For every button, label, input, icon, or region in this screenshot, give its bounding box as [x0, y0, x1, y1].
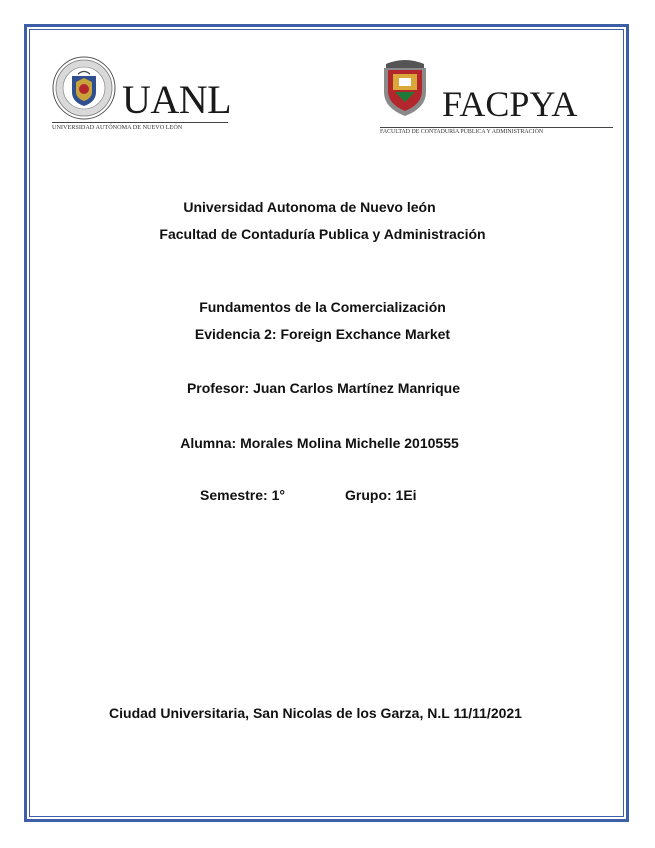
uanl-caption: UNIVERSIDAD AUTÓNOMA DE NUEVO LEÓN — [52, 124, 183, 131]
course-title: Fundamentos de la Comercialización — [199, 299, 446, 315]
uanl-logo — [52, 56, 232, 136]
facpya-logo — [380, 58, 620, 142]
group-label: Grupo: 1Ei — [345, 487, 417, 503]
professor-line: Profesor: Juan Carlos Martínez Manrique — [186, 380, 461, 396]
student-line: Alumna: Morales Molina Michelle 2010555 — [180, 435, 459, 451]
uanl-divider — [52, 122, 228, 123]
semester-label: Semestre: 1° — [200, 487, 285, 503]
uanl-seal-icon — [52, 56, 116, 120]
university-name: Universidad Autonoma de Nuevo león — [183, 199, 436, 215]
assignment-title: Evidencia 2: Foreign Exchance Market — [194, 326, 451, 342]
facpya-divider — [380, 127, 613, 128]
place-date-line: Ciudad Universitaria, San Nicolas de los Garza, N.L 11/11/2021 — [109, 705, 522, 721]
semester-group-row — [0, 487, 655, 505]
faculty-name: Facultad de Contaduría Publica y Administración — [159, 226, 486, 242]
uanl-wordmark: UANL — [122, 77, 232, 122]
facpya-seal-icon — [380, 58, 430, 118]
facpya-caption: FACULTAD DE CONTADURÍA PÚBLICA Y ADMINISTRACIÓN — [380, 129, 544, 135]
page-border-inner — [29, 29, 624, 817]
facpya-wordmark: FACPYA — [442, 84, 578, 124]
